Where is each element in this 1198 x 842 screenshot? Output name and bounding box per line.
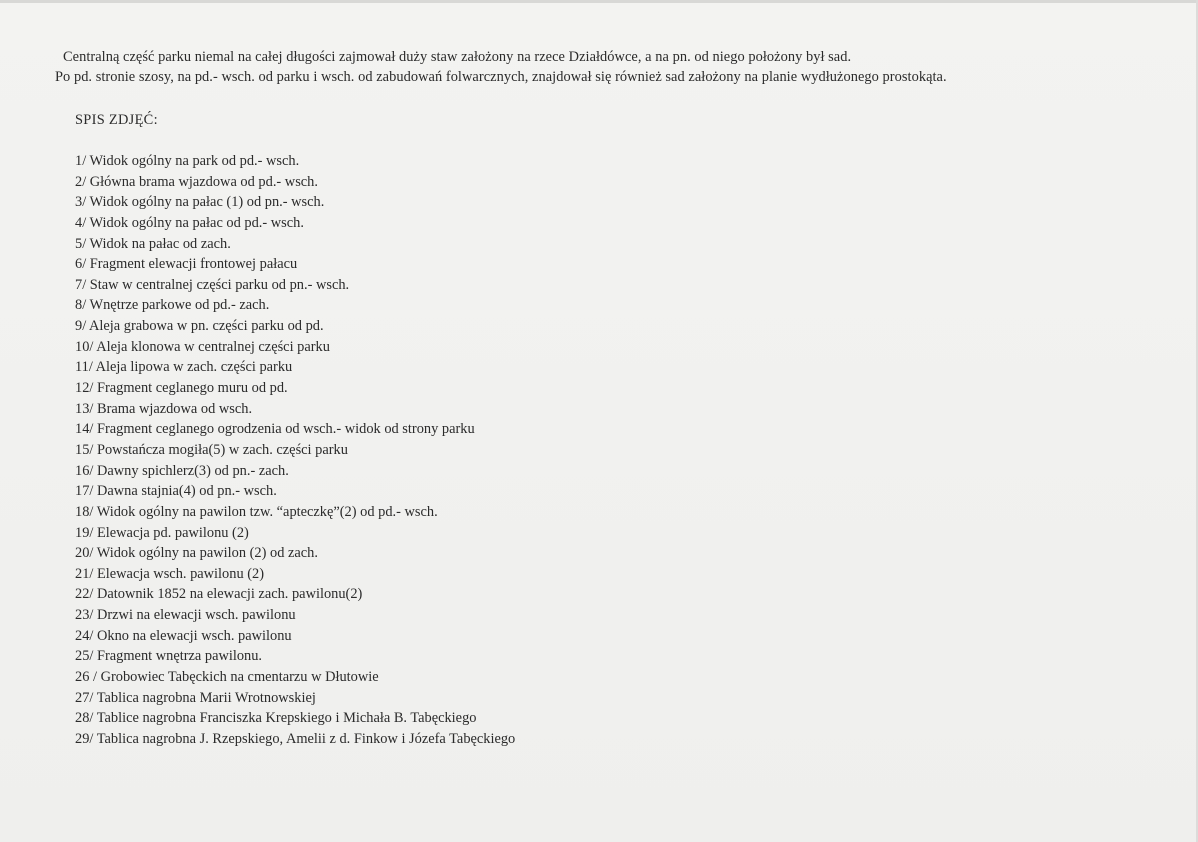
photo-list-item: 27/ Tablica nagrobna Marii Wrotnowskiej (75, 689, 316, 706)
scan-edge-top (0, 0, 1198, 3)
photo-list-item: 13/ Brama wjazdowa od wsch. (75, 400, 253, 417)
photo-list-item: 29/ Tablica nagrobna J. Rzepskiego, Amelii z d. Finkow i Józefa Tabęckiego (75, 730, 516, 747)
photo-list-item: 6/ Fragment elewacji frontowej pałacu (75, 256, 298, 273)
photo-list-item: 5/ Widok na pałac od zach. (75, 235, 231, 252)
photo-list-item: 10/ Aleja klonowa w centralnej części parku (75, 338, 330, 355)
photo-list-item: 25/ Fragment wnętrza pawilonu. (75, 648, 263, 665)
intro-line: Po pd. stronie szosy, na pd.- wsch. od parku i wsch. od zabudowań folwarcznych, znajdował się również sad założony na planie wydłużonego prostokąta. (55, 69, 947, 85)
photo-list-item: 12/ Fragment ceglanego muru od pd. (75, 380, 288, 397)
photo-list-item: 17/ Dawna stajnia(4) od pn.- wsch. (75, 483, 277, 500)
photo-list-item: 11/ Aleja lipowa w zach. części parku (75, 359, 293, 376)
photo-list-item: 23/ Drzwi na elewacji wsch. pawilonu (75, 607, 296, 624)
photo-list-heading: SPIS ZDJĘĆ: (75, 112, 158, 128)
photo-list-item: 15/ Powstańcza mogiła(5) w zach. części parku (75, 441, 348, 458)
photo-list-item: 16/ Dawny spichlerz(3) od pn.- zach. (75, 462, 289, 479)
photo-list-item: 18/ Widok ogólny na pawilon tzw. “apteczkę”(2) od pd.- wsch. (75, 503, 438, 520)
photo-list-item: 22/ Datownik 1852 na elewacji zach. pawilonu(2) (75, 586, 363, 603)
photo-list-item: 14/ Fragment ceglanego ogrodzenia od wsch.- widok od strony parku (75, 421, 475, 438)
intro-paragraph (55, 47, 1175, 87)
photo-list-item: 7/ Staw w centralnej części parku od pn.- wsch. (75, 276, 350, 293)
photo-list-item: 4/ Widok ogólny na pałac od pd.- wsch. (75, 214, 304, 231)
photo-list-item: 20/ Widok ogólny na pawilon (2) od zach. (75, 545, 318, 562)
intro-line: Centralną część parku niemal na całej długości zajmował duży staw założony na rzece Działdówce, a na pn. od niego położony był sad. (63, 49, 852, 65)
photo-list-item: 1/ Widok ogólny na park od pd.- wsch. (75, 153, 300, 169)
photo-list-item: 19/ Elewacja pd. pawilonu (2) (75, 524, 249, 541)
photo-list-item: 21/ Elewacja wsch. pawilonu (2) (75, 565, 265, 582)
photo-list-item: 28/ Tablice nagrobna Franciszka Krepskiego i Michała B. Tabęckiego (75, 710, 477, 727)
photo-list-item: 24/ Okno na elewacji wsch. pawilonu (75, 627, 292, 644)
photo-list-item: 8/ Wnętrze parkowe od pd.- zach. (75, 297, 270, 314)
photo-list-item: 3/ Widok ogólny na pałac (1) od pn.- wsch. (75, 194, 325, 211)
photo-list-item: 9/ Aleja grabowa w pn. części parku od pd. (75, 318, 324, 335)
photo-list (75, 151, 515, 750)
photo-list-item: 26 / Grobowiec Tabęckich na cmentarzu w Dłutowie (75, 669, 379, 686)
photo-list-item: 2/ Główna brama wjazdowa od pd.- wsch. (75, 173, 318, 190)
